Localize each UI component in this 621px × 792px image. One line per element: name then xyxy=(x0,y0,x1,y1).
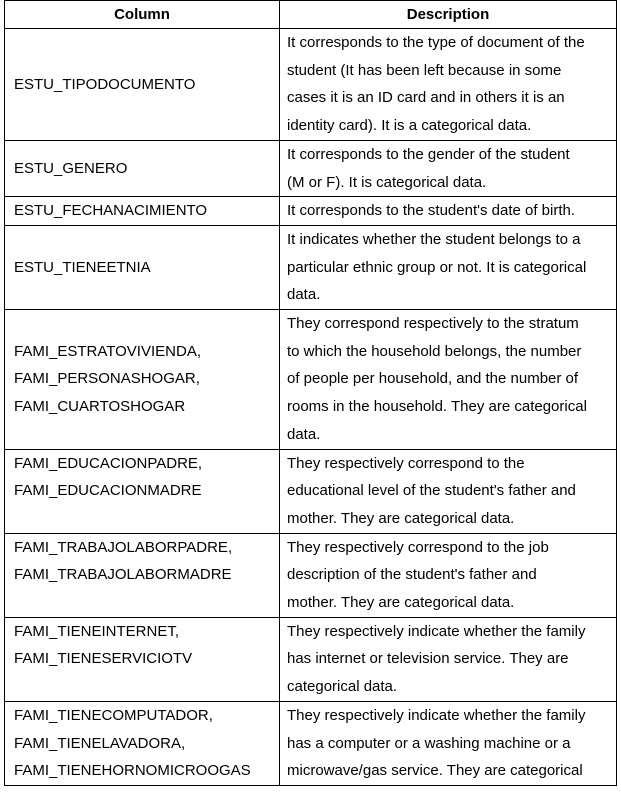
column-name-line: ESTU_TIENEETNIA xyxy=(14,258,151,276)
description-line: student (It has been left because in some xyxy=(287,61,562,79)
column-name-line: FAMI_PERSONASHOGAR, xyxy=(14,370,200,388)
column-description-table xyxy=(4,0,617,786)
column-name-cell xyxy=(5,197,280,226)
description-cell xyxy=(280,197,617,226)
column-name-line: FAMI_TRABAJOLABORPADRE, xyxy=(14,538,233,556)
table-row xyxy=(5,140,617,196)
column-name-line: FAMI_TIENEHORNOMICROOGAS xyxy=(14,762,251,780)
description-line: categorical data. xyxy=(287,678,398,696)
column-name-cell xyxy=(5,225,280,309)
column-name-cell xyxy=(5,29,280,141)
description-line: to which the household belongs, the number xyxy=(287,342,582,360)
column-name-line: FAMI_TIENESERVICIOTV xyxy=(14,650,193,668)
description-line: educational level of the student's father and xyxy=(287,482,576,500)
description-line: They respectively correspond to the xyxy=(287,454,525,472)
description-cell xyxy=(280,140,617,196)
description-line: cases it is an ID card and in others it is an xyxy=(287,89,565,107)
column-name-line: ESTU_GENERO xyxy=(14,159,128,177)
column-name-line: FAMI_CUARTOSHOGAR xyxy=(14,398,186,416)
column-name-line: FAMI_EDUCACIONMADRE xyxy=(14,482,202,500)
table-row xyxy=(5,29,617,141)
description-cell xyxy=(280,225,617,309)
description-line: data. xyxy=(287,425,321,443)
table-row xyxy=(5,449,617,533)
description-line: (M or F). It is categorical data. xyxy=(287,173,487,191)
description-line: particular ethnic group or not. It is categorical xyxy=(287,258,587,276)
column-name-line: FAMI_TIENELAVADORA, xyxy=(14,734,186,752)
column-name-line: ESTU_TIPODOCUMENTO xyxy=(14,75,196,93)
description-cell xyxy=(280,533,617,617)
column-name-line-spacer xyxy=(14,505,279,533)
table-row xyxy=(5,701,617,785)
column-name-cell xyxy=(5,449,280,533)
description-line: It corresponds to the type of document of the xyxy=(287,34,585,51)
description-line: mother. They are categorical data. xyxy=(287,594,515,612)
description-cell xyxy=(280,701,617,785)
description-line: It corresponds to the gender of the student xyxy=(287,145,570,163)
column-name-cell xyxy=(5,533,280,617)
table-row xyxy=(5,533,617,617)
description-cell xyxy=(280,449,617,533)
header-column: Column xyxy=(5,1,280,29)
description-line: microwave/gas service. They are categorical xyxy=(287,762,583,780)
column-name-line-spacer xyxy=(14,589,279,617)
description-line: mother. They are categorical data. xyxy=(287,509,515,527)
description-line: data. xyxy=(287,286,321,304)
description-line: rooms in the household. They are categorical xyxy=(287,398,587,416)
description-line: identity card). It is a categorical data. xyxy=(287,117,532,135)
column-name-cell xyxy=(5,701,280,785)
description-line: It indicates whether the student belongs to a xyxy=(287,230,581,248)
column-name-line: ESTU_FECHANACIMIENTO xyxy=(14,202,208,220)
table-header-row xyxy=(5,1,617,29)
header-description: Description xyxy=(280,1,617,29)
description-cell xyxy=(280,617,617,701)
column-name-line: FAMI_TRABAJOLABORMADRE xyxy=(14,566,232,584)
column-name-line: FAMI_TIENEINTERNET, xyxy=(14,622,180,640)
table-row xyxy=(5,310,617,450)
description-line: description of the student's father and xyxy=(287,566,537,584)
column-name-line: FAMI_EDUCACIONPADRE, xyxy=(14,454,203,472)
table-body xyxy=(5,29,617,786)
description-cell xyxy=(280,29,617,141)
table-row xyxy=(5,197,617,226)
description-line: They respectively indicate whether the family xyxy=(287,706,586,724)
description-line: has a computer or a washing machine or a xyxy=(287,734,571,752)
column-name-line: FAMI_TIENECOMPUTADOR, xyxy=(14,706,213,724)
column-name-cell xyxy=(5,310,280,450)
column-name-cell xyxy=(5,140,280,196)
description-line: They respectively indicate whether the family xyxy=(287,622,586,640)
column-name-cell xyxy=(5,617,280,701)
column-name-line-spacer xyxy=(14,673,279,701)
description-cell xyxy=(280,310,617,450)
description-line: It corresponds to the student's date of birth. xyxy=(287,202,576,220)
description-line: They correspond respectively to the stratum xyxy=(287,315,579,333)
description-line: of people per household, and the number of xyxy=(287,370,579,388)
table-row xyxy=(5,225,617,309)
description-line: has internet or television service. They are xyxy=(287,650,569,668)
description-line: They respectively correspond to the job xyxy=(287,538,549,556)
table-row xyxy=(5,617,617,701)
column-name-line: FAMI_ESTRATOVIVIENDA, xyxy=(14,342,201,360)
